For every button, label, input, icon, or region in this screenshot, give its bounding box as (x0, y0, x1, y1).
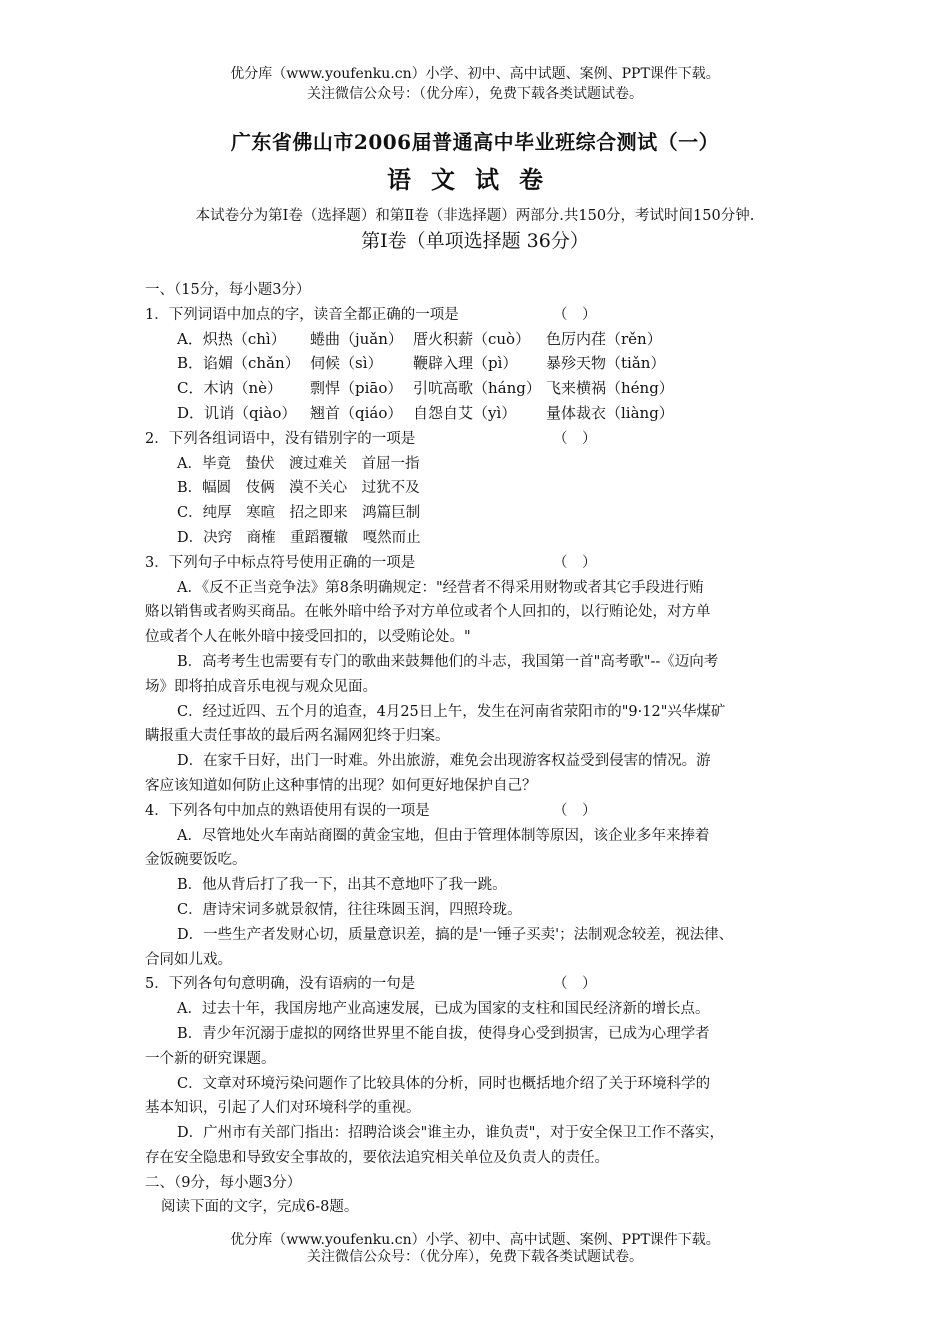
question-5-option-c-line-2: 基本知识，引起了人们对环境科学的重视。 (145, 1100, 421, 1117)
question-3-option-d-line-2: 客应该知道如何防止这种事情的出现？如何更好地保护自己？ (145, 777, 537, 794)
header-line-2: 关注微信公众号：（优分库），免费下载各类试题试卷。 (307, 86, 643, 102)
exam-subject: 语文试卷 (387, 165, 563, 194)
question-1 (145, 303, 815, 328)
question-4-option-a-line-2: 金饭碗要饭吃。 (145, 852, 247, 869)
reading-instruction: 阅读下面的文字，完成6-8题。 (161, 1199, 359, 1216)
exam-intro: 本试卷分为第Ⅰ卷（选择题）和第Ⅱ卷（非选择题）两部分.共150分，考试时间150分钟. (195, 208, 755, 224)
question-3 (145, 551, 815, 576)
question-2-stem: 2．下列各组词语中，没有错别字的一项是 (145, 430, 416, 447)
question-5-option-b-line-1: B．青少年沉溺于虚拟的网络世界里不能自拔，使得身心受到损害，已成为心理学者 (177, 1025, 710, 1042)
question-1-option-d: D．讥诮（qiào） 翘首（qiáo） 自怨自艾（yì） 量体裁衣（liàng） (177, 403, 674, 422)
footer-line-1: 优分库（www.youfenku.cn）小学、初中、高中试题、案例、PPT课件下载。 (230, 1232, 720, 1248)
question-4-option-a-line-1: A．尽管地处火车南站商圈的黄金宝地，但由于管理体制等原因，该企业多年来捧着 (177, 827, 710, 844)
question-5-option-d-line-2: 存在安全隐患和导致安全事故的，要依法追究相关单位及负责人的责任。 (145, 1149, 609, 1166)
question-5 (145, 972, 815, 997)
question-2-option-a: A．毕竟 蛰伏 渡过难关 首屈一指 (177, 455, 420, 472)
question-1-answer-paren: （ ） (553, 306, 597, 323)
question-3-option-c-line-2: 瞒报重大责任事故的最后两名漏网犯终于归案。 (145, 728, 450, 745)
page-footer (0, 1232, 950, 1266)
question-1-option-c: C．木讷（nè） 剽悍（piāo） 引吭高歌（háng） 飞来横祸（héng） (177, 379, 674, 398)
exam-title: 广东省佛山市2006届普通高中毕业班综合测试（一） (230, 130, 720, 154)
question-4-option-d-line-1: D．一些生产者发财心切，质量意识差，搞的是'一锤子买卖'；法制观念较差，视法律、 (177, 926, 734, 943)
header-line-1: 优分库（www.youfenku.cn）小学、初中、高中试题、案例、PPT课件下载。 (230, 66, 720, 82)
question-4 (145, 799, 815, 824)
question-2-answer-paren: （ ） (553, 430, 597, 447)
question-3-option-a-line-1: A．《反不正当竞争法》第8条明确规定："经营者不得采用财物或者其它手段进行贿 (177, 579, 704, 596)
part-title: 第Ⅰ卷（单项选择题 36分） (361, 230, 589, 252)
question-1-stem: 1．下列词语中加点的字，读音全都正确的一项是 (145, 306, 459, 323)
question-5-option-b-line-2: 一个新的研究课题。 (145, 1050, 276, 1067)
question-2-option-c: C．纯厚 寒暄 招之即来 鸿篇巨制 (177, 505, 421, 522)
question-5-option-d-line-1: D．广州市有关部门指出：招聘洽谈会"谁主办，谁负责"，对于安全保卫工作不落实， (177, 1125, 724, 1142)
question-1-option-b: B．谄媚（chǎn） 伺候（sì） 鞭辟入理（pì） 暴殄天物（tiǎn） (177, 354, 666, 373)
footer-line-2: 关注微信公众号：（优分库），免费下载各类试题试卷。 (307, 1249, 643, 1265)
question-4-option-c: C．唐诗宋词多就景叙情，往往珠圆玉润，四照玲珑。 (177, 901, 522, 918)
question-2-option-d: D．决窍 商榷 重蹈覆辙 嘎然而止 (177, 529, 421, 546)
question-2 (145, 427, 815, 452)
question-3-stem: 3．下列句子中标点符号使用正确的一项是 (145, 554, 416, 571)
question-5-option-c-line-1: C．文章对环境污染问题作了比较具体的分析，同时也概括地介绍了关于环境科学的 (177, 1075, 711, 1092)
question-3-option-d-line-1: D．在家千日好，出门一时难。外出旅游，难免会出现游客权益受到侵害的情况。游 (177, 753, 711, 770)
question-3-option-b-line-2: 场》即将拍成音乐电视与观众见面。 (145, 678, 377, 695)
section-1-heading: 一、（15分，每小题3分） (145, 282, 311, 298)
question-4-option-d-line-2: 合同如儿戏。 (145, 951, 232, 968)
section-2-heading: 二、（9分，每小题3分） (145, 1174, 302, 1191)
question-3-answer-paren: （ ） (553, 554, 597, 571)
question-3-option-a-line-3: 位或者个人在帐外暗中接受回扣的，以受贿论处。" (145, 629, 471, 646)
question-5-stem: 5．下列各句句意明确，没有语病的一句是 (145, 976, 416, 993)
question-1-option-a: A．炽热（chì） 蜷曲（juǎn） 厝火积薪（cuò） 色厉内荏（rěn） (177, 329, 662, 348)
question-5-answer-paren: （ ） (553, 976, 597, 993)
question-4-option-b: B．他从背后打了我一下，出其不意地吓了我一跳。 (177, 877, 507, 894)
question-4-stem: 4．下列各句中加点的熟语使用有误的一项是 (145, 802, 430, 819)
question-5-option-a: A．过去十年，我国房地产业高速发展，已成为国家的支柱和国民经济新的增长点。 (177, 1001, 710, 1018)
question-3-option-a-line-2: 赂以销售或者购买商品。在帐外暗中给予对方单位或者个人回扣的，以行贿论处，对方单 (145, 604, 711, 621)
question-2-option-b: B．幅圆 伎俩 漠不关心 过犹不及 (177, 480, 420, 497)
exam-content (145, 278, 815, 1220)
page-header (0, 64, 950, 104)
question-4-answer-paren: （ ） (553, 802, 597, 819)
question-3-option-c-line-1: C．经过近四、五个月的追查，4月25日上午，发生在河南省荥阳市的"9·12"兴华煤矿 (177, 703, 726, 720)
question-3-option-b-line-1: B．高考考生也需要有专门的歌曲来鼓舞他们的斗志，我国第一首"高考歌"--《迈向考 (177, 653, 719, 670)
